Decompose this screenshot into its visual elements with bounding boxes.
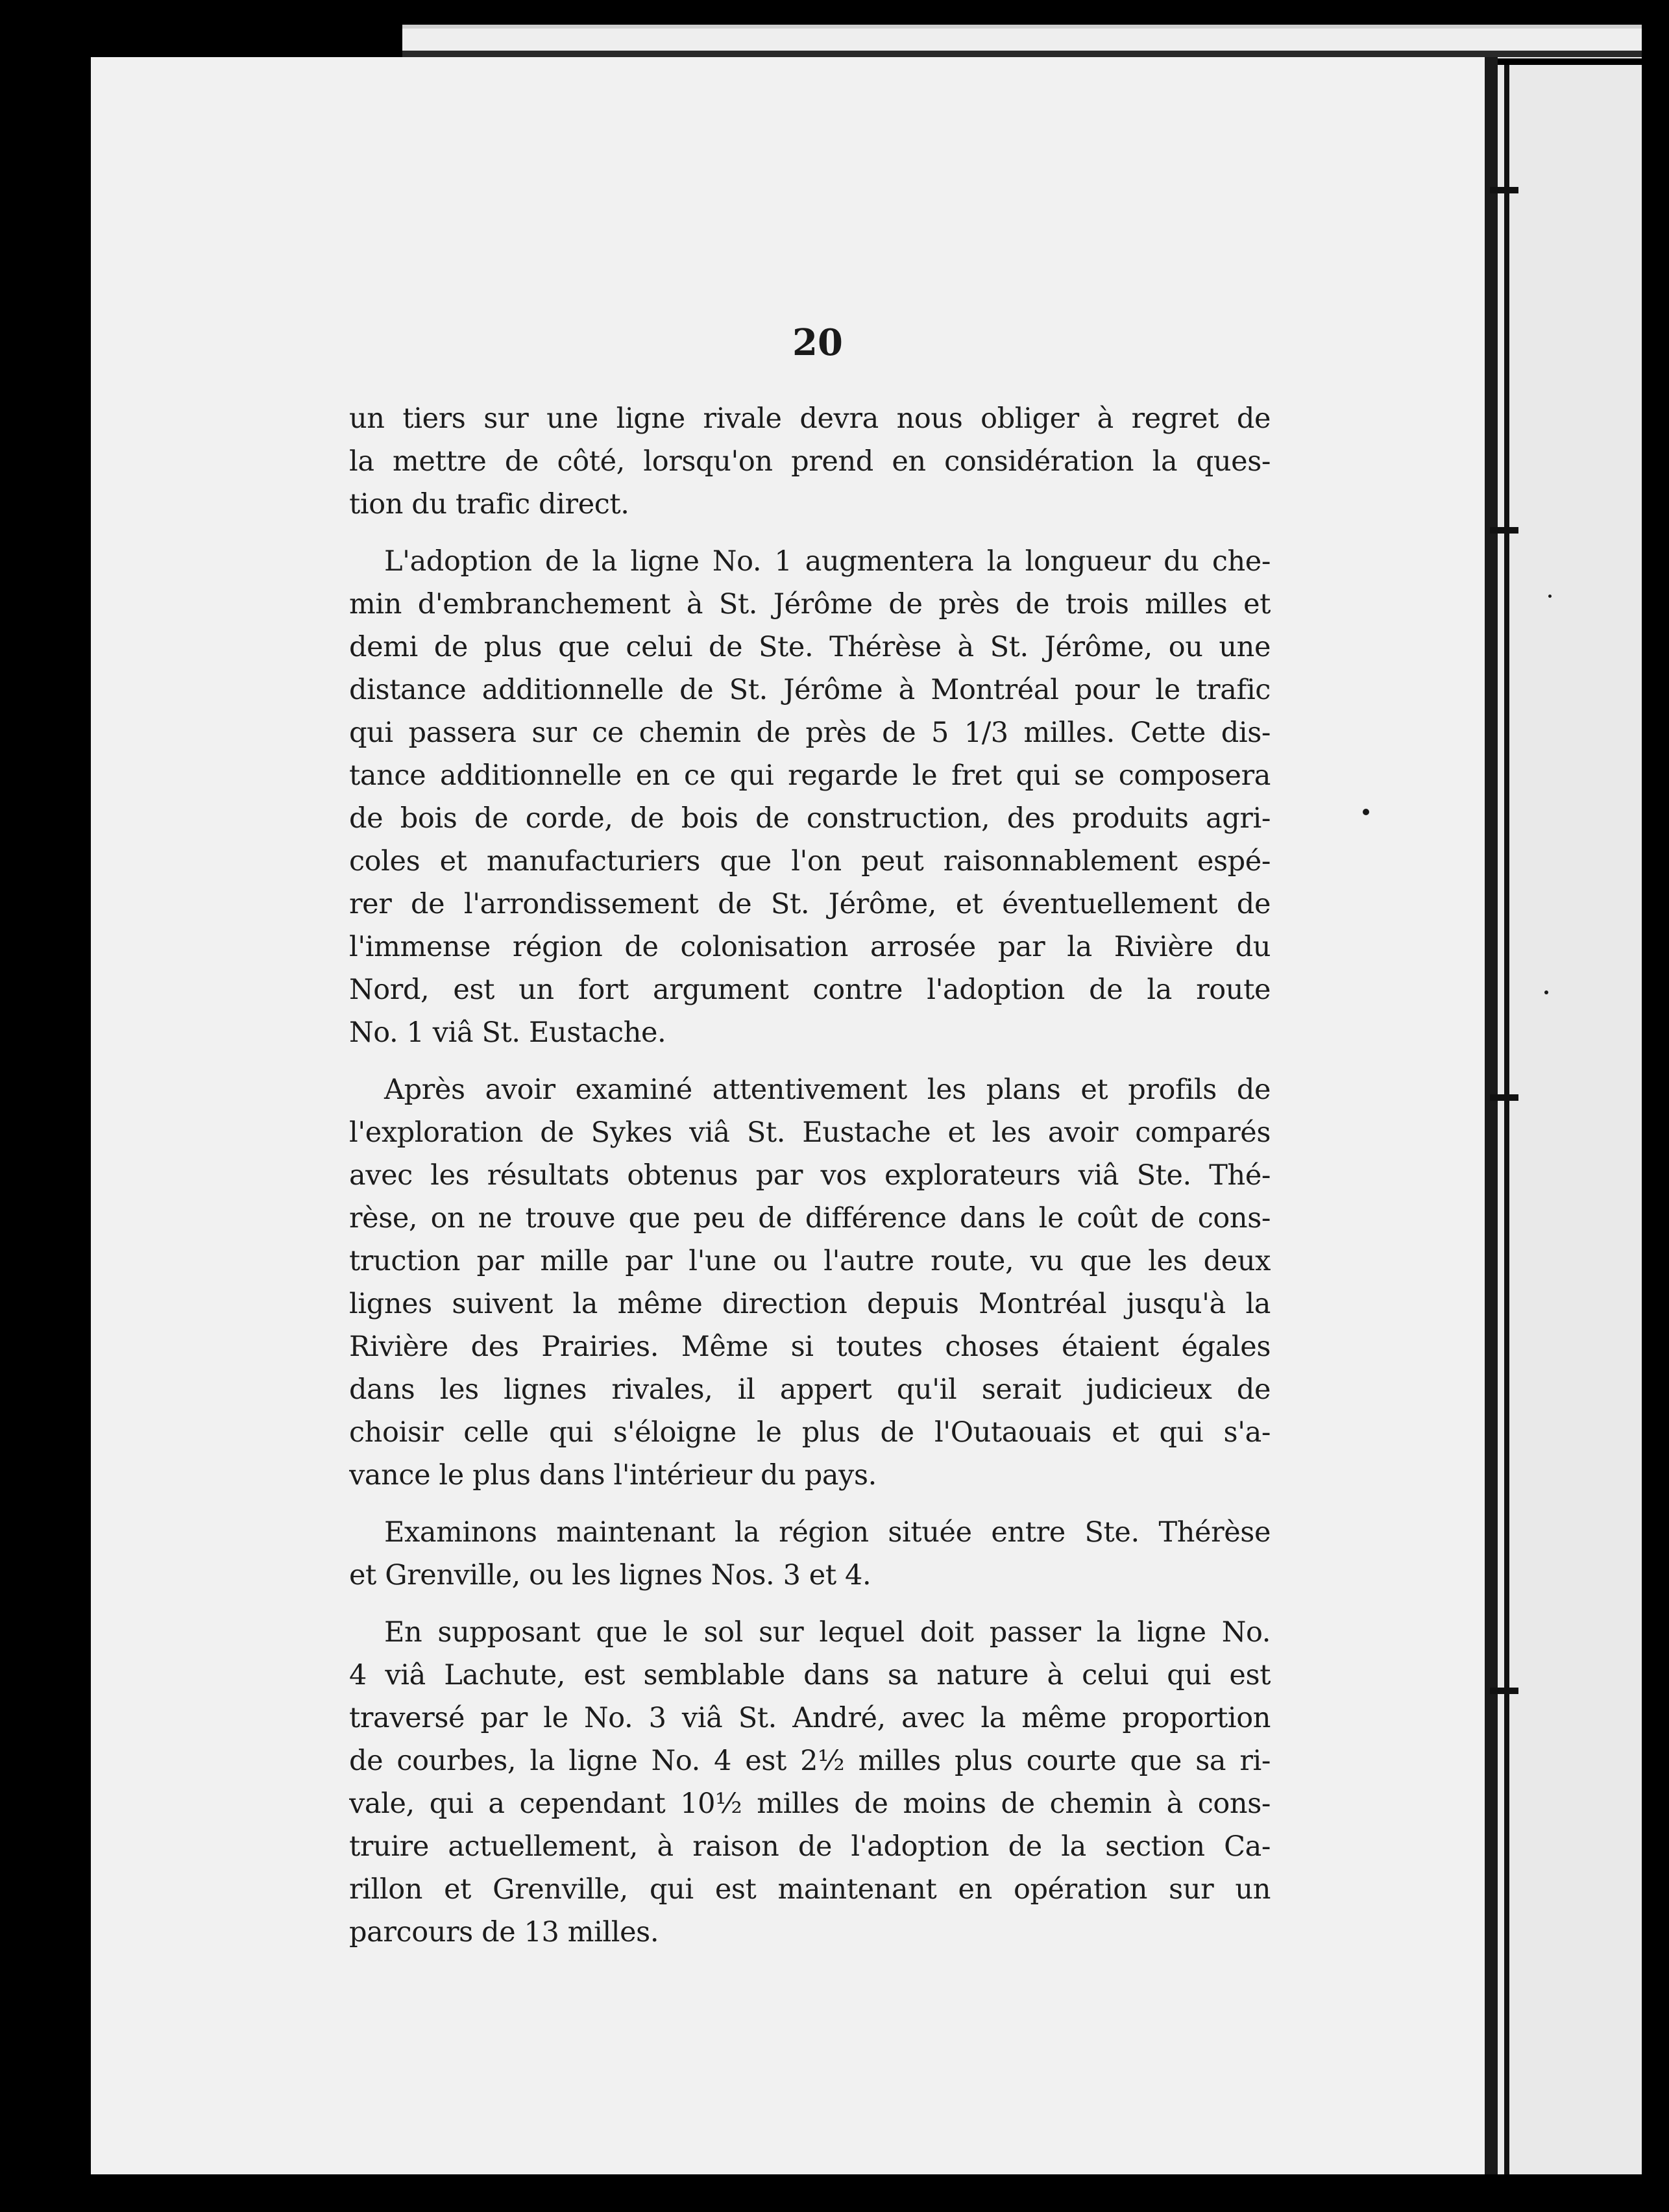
text-line: distance additionnelle de St. Jérôme à Montréal pour le trafic bbox=[349, 674, 1271, 706]
text-line: No. 1 viâ St. Eustache. bbox=[349, 1016, 666, 1049]
text-line: l'exploration de Sykes viâ St. Eustache et les avoir comparés bbox=[349, 1116, 1271, 1149]
text-line: L'adoption de la ligne No. 1 augmentera la longueur du che- bbox=[384, 545, 1271, 578]
text-line: la mettre de côté, lorsqu'on prend en considération la ques- bbox=[349, 445, 1271, 478]
body-text bbox=[349, 397, 1271, 1954]
text-line: un tiers sur une ligne rivale devra nous obliger à regret de bbox=[349, 402, 1271, 435]
text-line: truction par mille par l'une ou l'autre route, vu que les deux bbox=[349, 1245, 1271, 1277]
text-line: tion du trafic direct. bbox=[349, 488, 629, 521]
text-line: de bois de corde, de bois de construction, des produits agri- bbox=[349, 802, 1271, 835]
page-number: 20 bbox=[792, 321, 843, 364]
binding-edge-line bbox=[1504, 65, 1509, 2174]
binding-tick-mark bbox=[1490, 1094, 1518, 1101]
scan-speck bbox=[1548, 595, 1552, 598]
text-line: Nord, est un fort argument contre l'adoption de la route bbox=[349, 974, 1271, 1006]
text-line: rer de l'arrondissement de St. Jérôme, et éventuellement de bbox=[349, 888, 1271, 920]
text-line: demi de plus que celui de Ste. Thérèse à St. Jérôme, ou une bbox=[349, 631, 1271, 663]
text-line: dans les lignes rivales, il appert qu'il serait judicieux de bbox=[349, 1373, 1271, 1406]
text-line: Examinons maintenant la région située entre Ste. Thérèse bbox=[384, 1516, 1271, 1549]
text-line: rillon et Grenville, qui est maintenant en opération sur un bbox=[349, 1873, 1271, 1906]
text-line: min d'embranchement à St. Jérôme de près de trois milles et bbox=[349, 588, 1271, 621]
paragraph bbox=[349, 1611, 1271, 1954]
paragraph bbox=[349, 397, 1271, 526]
text-line: avec les résultats obtenus par vos explorateurs viâ Ste. Thé- bbox=[349, 1159, 1271, 1192]
adjacent-page-edge bbox=[1498, 65, 1642, 2174]
text-line: Rivière des Prairies. Même si toutes choses étaient égales bbox=[349, 1331, 1271, 1363]
paragraph bbox=[349, 1068, 1271, 1497]
paragraph bbox=[349, 540, 1271, 1054]
text-line: truire actuellement, à raison de l'adoption de la section Ca- bbox=[349, 1830, 1271, 1863]
text-line: de courbes, la ligne No. 4 est 2½ milles plus courte que sa ri- bbox=[349, 1745, 1271, 1777]
text-line: parcours de 13 milles. bbox=[349, 1916, 659, 1948]
text-line: lignes suivent la même direction depuis Montréal jusqu'à la bbox=[349, 1288, 1271, 1320]
text-line: et Grenville, ou les lignes Nos. 3 et 4. bbox=[349, 1559, 871, 1591]
text-line: traversé par le No. 3 viâ St. André, avec la même proportion bbox=[349, 1702, 1271, 1734]
text-line: Après avoir examiné attentivement les plans et profils de bbox=[384, 1074, 1271, 1106]
binding-tick-mark bbox=[1490, 187, 1518, 193]
binding-tick-mark bbox=[1490, 1688, 1518, 1694]
binding-tick-mark bbox=[1490, 527, 1518, 534]
paragraph bbox=[349, 1511, 1271, 1597]
text-line: vale, qui a cependant 10½ milles de moins de chemin à cons- bbox=[349, 1788, 1271, 1820]
page-gutter-shadow bbox=[1485, 57, 1498, 2174]
text-line: 4 viâ Lachute, est semblable dans sa nature à celui qui est bbox=[349, 1659, 1271, 1691]
scan-speck bbox=[1544, 990, 1548, 994]
scan-top-shadow bbox=[402, 51, 1642, 57]
scan-speck bbox=[1363, 809, 1369, 815]
text-line: qui passera sur ce chemin de près de 5 1/3 milles. Cette dis- bbox=[349, 717, 1271, 749]
text-line: vance le plus dans l'intérieur du pays. bbox=[349, 1459, 877, 1492]
text-line: En supposant que le sol sur lequel doit passer la ligne No. bbox=[384, 1616, 1271, 1649]
text-line: choisir celle qui s'éloigne le plus de l'Outaouais et qui s'a- bbox=[349, 1416, 1271, 1449]
text-line: coles et manufacturiers que l'on peut raisonnablement espé- bbox=[349, 845, 1271, 878]
text-line: rèse, on ne trouve que peu de différence dans le coût de cons- bbox=[349, 1202, 1271, 1235]
text-line: l'immense région de colonisation arrosée par la Rivière du bbox=[349, 931, 1271, 963]
text-line: tance additionnelle en ce qui regarde le fret qui se composera bbox=[349, 759, 1271, 792]
